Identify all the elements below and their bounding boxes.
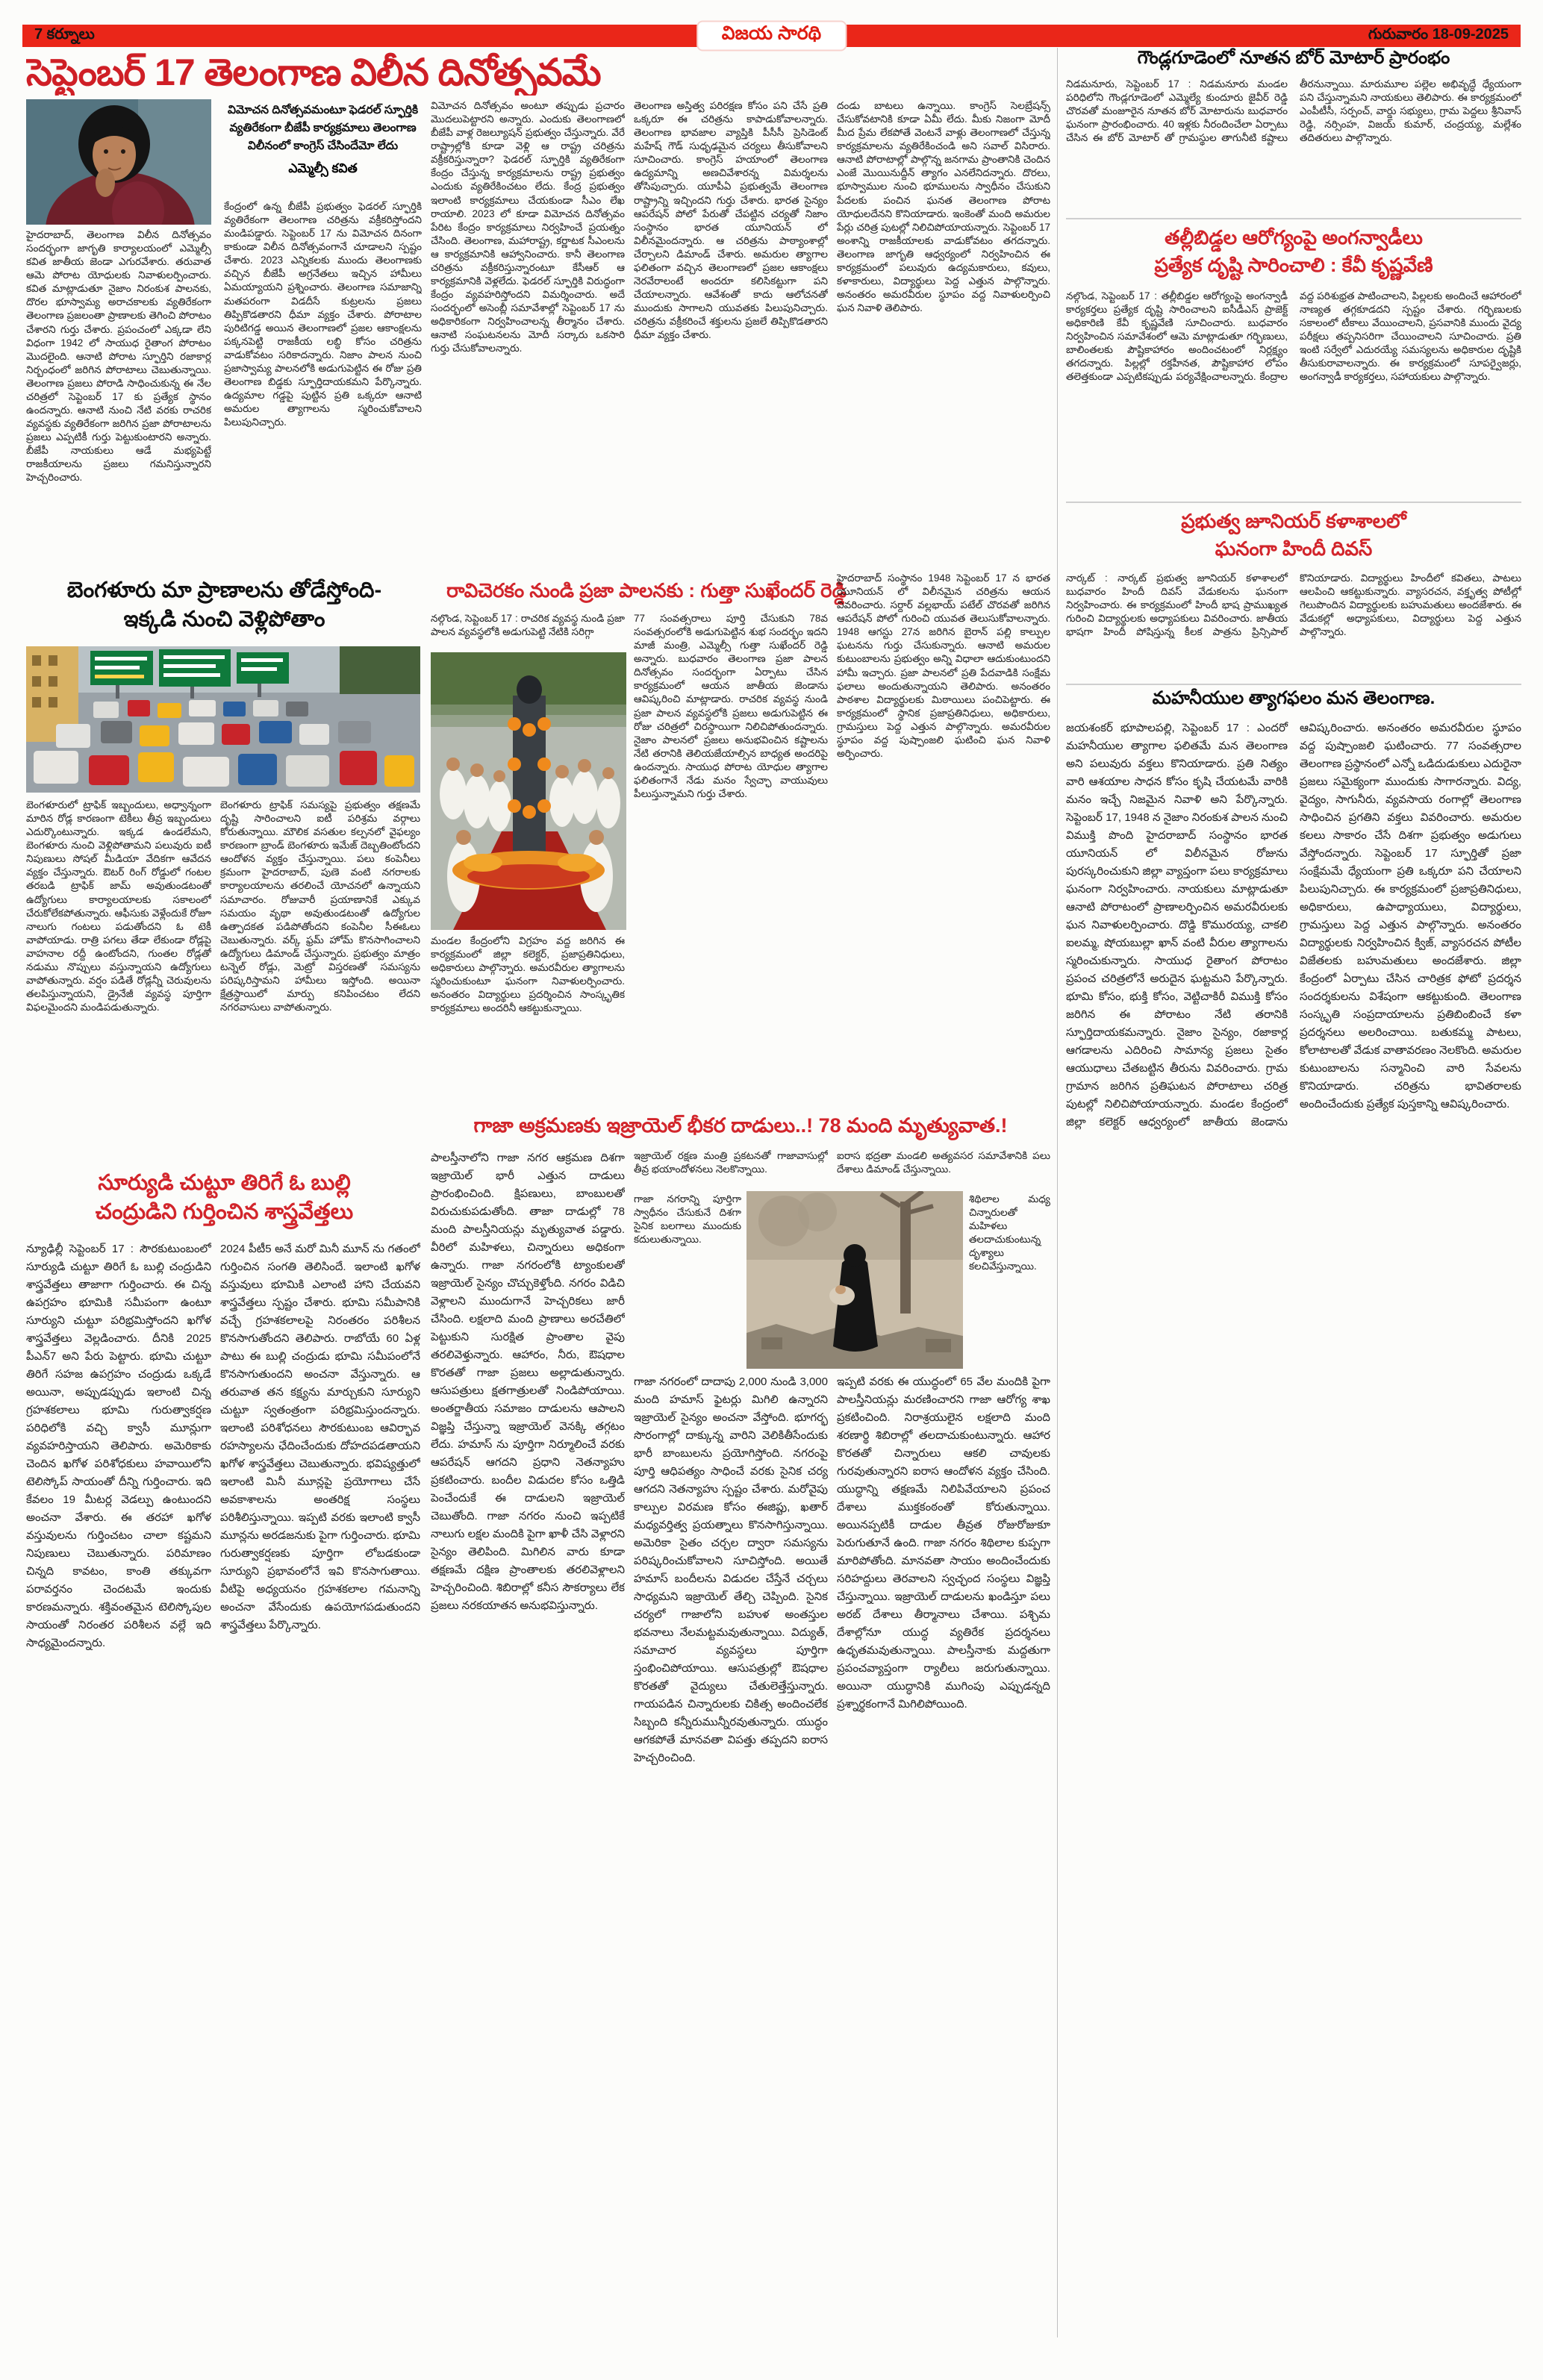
page-edition: 7 కర్నూలు	[34, 25, 95, 43]
main-byline: ఎమ్మెల్సీ కవిత	[288, 161, 358, 176]
mahaniya-headline: మహనీయుల త్యాగఫలం మన తెలంగాణ.	[1152, 688, 1436, 708]
hindi-divas-headline	[1066, 507, 1521, 569]
main-article-col2: కేంద్రంలో ఉన్న బీజేపీ ప్రభుత్వం ఫెడరల్ స్ఫూర్తికి వ్యతిరేకంగా తెలంగాణ చరిత్రను వక్రీకరిస్తోందని మండిపడ్డారు. సెప్టెంబర్ 17 ను విమోచన దినంగా కాకుండా విలీన దినోత్సవంగానే చూడాలని స్పష్టం చేశారు. 2023 ఎన్నికలకు ముందు తెలంగాణకు వచ్చిన బీజేపీ అగ్రనేతలు ఇచ్చిన హామీలు ఏమయ్యాయని ప్రశ్నించారు. తెలంగాణ సమాజాన్ని మతపరంగా విడదీసే కుట్రలను ప్రజలు తిప్పికొడతారని ధీమా వ్యక్తం చేశారు. పోరాటాల పురిటిగడ్డ అయిన తెలంగాణలో ప్రజల ఆకాంక్షలను పక్కనపెట్టి రాజకీయ లబ్ధి కోసం చరిత్రను వాడుకోవటం సరికాదన్నారు. నిజాం పాలన నుంచి ప్రజాస్వామ్య పాలనలోకి అడుగుపెట్టిన ఈ రోజు ప్రతి తెలంగాణ బిడ్డకు స్ఫూర్తిదాయకమని పేర్కొన్నారు. ఉద్యమాల గడ్డపై పుట్టిన ప్రతి ఒక్కరూ ఆనాటి అమరుల త్యాగాలను స్మరించుకోవాలని పిలుపునిచ్చారు.	[224, 201, 422, 428]
gaza-colC-bottom: ఇప్పటి వరకు ఈ యుద్ధంలో 65 వేల మందికి పైగా పాలస్తీనియన్లు మరణించారని గాజా ఆరోగ్య శాఖ ప్రకటించింది. నిరాశ్రయులైన లక్షలాది మంది శరణార్థి శిబిరాల్లో తలదాచుకుంటున్నారు. ఆహార కొరతతో చిన్నారులు ఆకలి చావులకు గురవుతున్నారని ఐరాస ఆందోళన వ్యక్తం చేసింది. యుద్ధాన్ని తక్షణమే నిలిపివేయాలని ప్రపంచ దేశాలు ముక్తకంఠంతో కోరుతున్నాయి. అయినప్పటికీ దాడుల తీవ్రత రోజురోజుకూ పెరుగుతూనే ఉంది. గాజా నగరం శిథిలాల కుప్పగా మారిపోతోంది. మానవతా సాయం అందించేందుకు సరిహద్దులు తెరవాలని స్వచ్ఛంద సంస్థలు విజ్ఞప్తి చేస్తున్నాయి. ఇజ్రాయెల్ దాడులను ఖండిస్తూ పలు అరబ్ దేశాలు తీర్మానాలు చేశాయి. పశ్చిమ దేశాల్లోనూ యుద్ధ వ్యతిరేక ప్రదర్శనలు ఉధృతమవుతున్నాయి. పాలస్తీనాకు మద్దతుగా ప్రపంచవ్యాప్తంగా ర్యాలీలు జరుగుతున్నాయి. అయినా యుద్ధానికి ముగింపు ఎప్పుడన్నది ప్రశ్నార్థకంగానే మిగిలిపోయింది.	[837, 1375, 1050, 1711]
main-deck-text: విమోచన దినోత్సవమంటూ ఫెడరల్ స్ఫూర్తికి వ్యతిరేకంగా బీజేపీ కార్యక్రమాలు తెలంగాణ విలీనంలో కాంగ్రెస్ చేసిందేమో లేదు	[227, 104, 419, 153]
bengaluru-headline-line1: బెంగళూరు మా ప్రాణాలను తోడేస్తోంది-	[66, 578, 382, 602]
kavitha-photo	[26, 99, 211, 225]
surya-headline	[28, 1169, 420, 1236]
gaza-photo	[746, 1191, 963, 1369]
section-divider	[1066, 684, 1521, 685]
surya-col1: న్యూఢిల్లీ సెప్టెంబర్ 17 : సౌరకుటుంబంలో సూర్యుడి చుట్టూ తిరిగే ఓ బుల్లి చంద్రుడిని శాస్త్రవేత్తలు తాజాగా గుర్తించారు. ఈ చిన్న ఉపగ్రహం భూమికి సమీపంగా ఉంటూ సూర్యుని చుట్టూ పరిభ్రమిస్తోందని ఖగోళ శాస్త్రవేత్తలు వెల్లడించారు. దీనికి 2025 పీఎన్7 అని పేరు పెట్టారు. భూమి చుట్టూ తిరిగే సహజ ఉపగ్రహం చంద్రుడు ఒక్కడే అయినా, అప్పుడప్పుడు ఇలాంటి చిన్న గ్రహశకలాలు భూమి గురుత్వాకర్షణ పరిధిలోకి వచ్చి క్వాసీ మూన్లుగా వ్యవహరిస్తాయని తెలిపారు. అమెరికాకు చెందిన ఖగోళ పరిశోధకులు హవాయిలోని టెలిస్కోప్ సాయంతో దీన్ని గుర్తించారు. ఇది కేవలం 19 మీటర్ల వెడల్పు ఉంటుందని అంచనా వేశారు. ఈ తరహా ఖగోళ వస్తువులను గుర్తించటం చాలా కష్టమని నిపుణులు చెబుతున్నారు. పరిమాణం చిన్నది కావటం, కాంతి తక్కువగా పరావర్తనం చెందటమే ఇందుకు కారణమన్నారు. శక్తివంతమైన టెలిస్కోపుల సాయంతో నిరంతర పరిశీలన వల్లే ఇది సాధ్యమైందన్నారు.	[26, 1243, 211, 1649]
bengaluru-traffic-photo	[26, 646, 420, 793]
hindi-divas-body: నార్కట్ : నార్కట్ ప్రభుత్వ జూనియర్ కళాశాలలో బుధవారం హిందీ దివస్ వేడుకలను ఘనంగా నిర్వహించారు. ఈ కార్యక్రమంలో హిందీ భాష ప్రాముఖ్యత గురించి విద్యార్థులకు అధ్యాపకులు వివరించారు. జాతీయ భాషగా హిందీ పోషిస్తున్న కీలక పాత్రను ప్రిన్సిపాల్ కొనియాడారు. విద్యార్థులు హిందీలో కవితలు, పాటలు ఆలపించి ఆకట్టుకున్నారు. వ్యాసరచన, వక్తృత్వ పోటీల్లో గెలుపొందిన విద్యార్థులకు బహుమతులు అందజేశారు. ఈ వేడుకల్లో అధ్యాపకులు, విద్యార్థులు పెద్ద ఎత్తున పాల్గొన్నారు.	[1066, 572, 1521, 638]
main-article-col1: హైదరాబాద్, తెలంగాణ విలీన దినోత్సవం సందర్భంగా జాగృతి కార్యాలయంలో ఎమ్మెల్సీ కవిత జాతీయ జెండా ఎగురవేశారు. తరువాత ఆమె పోరాట యోధులకు నివాళులర్పించారు. కవిత మాట్లాడుతూ నైజాం నిరంకుశ పాలనకు, దొరల భూస్వామ్య అరాచకాలకు వ్యతిరేకంగా తెలంగాణ ప్రజలంతా ప్రాణాలకు తెగించి పోరాటం చేశారని గుర్తు చేశారు. ప్రపంచంలో ఎక్కడా లేని విధంగా 1942 లో సాయుధ రైతాంగ పోరాటం మొదలైంది. ఆనాటి పోరాట స్ఫూర్తిని రజాకార్ల నిర్బంధంలో జరిగిన పోరాటాలు చెబుతున్నాయి. తెలంగాణ ప్రజలు పోరాడి సాధించుకున్న ఈ నేల చరిత్రలో సెప్టెంబర్ 17 కు ప్రత్యేక స్థానం ఉందన్నారు. ఆనాటి నుంచి నేటి వరకు రాచరిక వ్యవస్థకు వ్యతిరేకంగా జరిగిన ప్రజా పోరాటాలను ప్రజలు ఎప్పటికీ గుర్తు పెట్టుకుంటారని అన్నారు. బీజేపీ నాయకులు ఆడే మభ్యపెట్టే రాజకీయాలను ప్రజలు గమనిస్తున్నారని హెచ్చరించారు.	[26, 229, 211, 484]
bengaluru-col2: బెంగళూరు ట్రాఫిక్ సమస్యపై ప్రభుత్వం తక్షణమే దృష్టి సారించాలని ఐటీ పరిశ్రమ వర్గాలు కోరుతున్నాయి. మౌలిక వసతుల కల్పనలో వైఫల్యం కారణంగా బ్రాండ్ బెంగళూరు ఇమేజ్ దెబ్బతింటోందని ఆందోళన వ్యక్తం చేస్తున్నాయి. పలు కంపెనీలు క్రమంగా హైదరాబాద్, పుణె వంటి నగరాలకు కార్యాలయాలను తరలించే యోచనలో ఉన్నాయని సమాచారం. రోజువారీ ప్రయాణానికే ఎక్కువ సమయం వృథా అవుతుండటంతో ఉద్యోగుల ఉత్పాదకత పడిపోతోందని కంపెనీల సీఈఓలు చెబుతున్నారు. వర్క్ ఫ్రమ్ హోమ్ కొనసాగించాలని ఉద్యోగులు డిమాండ్ చేస్తున్నారు. ప్రభుత్వం మాత్రం టన్నెల్ రోడ్లు, మెట్రో విస్తరణతో సమస్యను పరిష్కరిస్తామని హామీలు ఇస్తోంది. అయినా క్షేత్రస్థాయిలో మార్పు కనిపించటం లేదని నగరవాసులు వాపోతున్నారు.	[220, 799, 420, 1013]
main-article-col3: విమోచన దినోత్సవం అంటూ తప్పుడు ప్రచారం మొదలుపెట్టారని అన్నారు. ఎందుకు తెలంగాణలో బీజేపీ వాళ్ల రెజల్యూషన్ ప్రభుత్వం చేస్తున్నారు. వేరే రాష్ట్రాల్లోకి కూడా వెళ్లి ఆ రాష్ట్ర చరిత్రను వక్రీకరిస్తున్నారా? ఫెడరల్ స్ఫూర్తికి వ్యతిరేకంగా కేంద్రం చేస్తున్న కార్యక్రమాలను రాష్ట్ర ప్రభుత్వం ఎందుకు వ్యతిరేకించటం లేదు. కేంద్ర ప్రభుత్వం ఇలాంటి కార్యక్రమాలు చేయకుండా సీఎం లేఖ రాయాలి. 2023 లో కూడా విమోచన దినోత్సవం పేరిట కేంద్రం కార్యక్రమాలు నిర్వహించే ప్రయత్నం చేసింది. తెలంగాణ, మహారాష్ట్ర, కర్ణాటక సీఎంలను ఆ కార్యక్రమానికి ఆహ్వానించారు. కానీ తెలంగాణ చరిత్రను వక్రీకరిస్తున్నారంటూ కేసీఆర్ ఆ కార్యక్రమానికి వెళ్లలేదు. ఫెడరల్ స్ఫూర్తికి విరుద్ధంగా కేంద్రం వ్యవహరిస్తోందని విమర్శించారు. అదే సందర్భంలో అసెంబ్లీ సమావేశాల్లో సెప్టెంబర్ 17 ను అధికారికంగా నిర్వహించాలన్న తీర్మానం చేశారు. ఆనాటి సంఘటనలను మోదీ సర్కారు ఒకసారి గుర్తు చేసుకోవాలన్నారు.	[431, 100, 625, 354]
gaza-colB-side: గాజా నగరాన్ని పూర్తిగా స్వాధీనం చేసుకునే దిశగా సైనిక బలగాలు ముందుకు కదులుతున్నాయి.	[634, 1193, 741, 1246]
ravicherakam-colA-top: నల్గొండ, సెప్టెంబర్ 17 : రాచరిక వ్యవస్థ నుండి ప్రజా పాలన వ్యవస్థలోకి అడుగుపెట్టి నేటికి సరిగ్గా	[431, 613, 625, 638]
main-article-col5: దండు బాటలు ఉన్నాయి. కాంగ్రెస్ సెలబ్రేషన్స్ చేసుకోవటానికి కూడా ఏమీ లేదు. మీకు నిజంగా మోదీ మీద ప్రేమ లేకపోతే వెంటనే వాళ్లు తెలంగాణలో చేస్తున్న కార్యక్రమాలను వ్యతిరేకించండి అని సవాల్ విసిరారు. ఆనాటి పోరాటాల్లో పాల్గొన్న జనగామ ప్రాంతానికి చెందిన ఎంజే మొయినుద్దీన్ త్యాగం ఎనలేనిదన్నారు. దొరలు, భూస్వాముల నుంచి భూములను స్వాధీనం చేసుకుని పేదలకు పంచిన ఘనత తెలంగాణ పోరాట యోధులదేనని కొనియాడారు. ఇంకెంతో మంది అమరుల పేర్లు చరిత్ర పుటల్లో నిలిచిపోయాయన్నారు. సెప్టెంబర్ 17 అంశాన్ని రాజకీయాలకు వాడుకోవటం తగదన్నారు. తెలంగాణ జాగృతి ఆధ్వర్యంలో నిర్వహించిన ఈ కార్యక్రమంలో పలువురు ఉద్యమకారులు, కవులు, కళాకారులు, విద్యార్థులు పెద్ద ఎత్తున పాల్గొన్నారు. అనంతరం అమరవీరుల స్థూపం వద్ద నివాళులర్పించి ఘన నివాళి తెలిపారు.	[837, 100, 1050, 314]
masthead	[696, 21, 847, 51]
hindi-divas-headline-line2: ఘనంగా హిందీ దివస్	[1215, 537, 1373, 560]
ravicherakam-colA-bottom: మండల కేంద్రంలోని విగ్రహం వద్ద జరిగిన ఈ కార్యక్రమంలో జిల్లా కలెక్టర్, ప్రజాప్రతినిధులు, అధికారులు పాల్గొన్నారు. అమరవీరుల త్యాగాలను స్మరించుకుంటూ ఘనంగా నివాళులర్పించారు. అనంతరం విద్యార్థులు ప్రదర్శించిన సాంస్కృతిక కార్యక్రమాలు అందరినీ ఆకట్టుకున్నాయి.	[431, 935, 625, 1014]
ravicherakam-colB: 77 సంవత్సరాలు పూర్తి చేసుకుని 78వ సంవత్సరంలోకి అడుగుపెట్టిన శుభ సందర్భం ఇదని మాజీ మంత్రి, ఎమ్మెల్సీ గుత్తా సుఖేందర్ రెడ్డి అన్నారు. బుధవారం తెలంగాణ ప్రజా పాలన దినోత్సవం సందర్భంగా ఏర్పాటు చేసిన కార్యక్రమంలో ఆయన జాతీయ జెండాను ఆవిష్కరించి మాట్లాడారు. రాచరిక వ్యవస్థ నుండి ప్రజా పాలన వ్యవస్థలోకి ప్రజలు అడుగుపెట్టిన ఈ రోజు చరిత్రలో చిరస్థాయిగా నిలిచిపోతుందన్నారు. నైజాం పాలనలో ప్రజలు అనుభవించిన కష్టాలను నేటి తరానికి తెలియజేయాల్సిన బాధ్యత అందరిపై ఉందన్నారు. సాయుధ పోరాట యోధుల త్యాగాల ఫలితంగానే నేడు మనం స్వేచ్ఛా వాయువులు పీలుస్తున్నామని గుర్తు చేశారు.	[634, 613, 828, 800]
ravicherakam-headline: రావిచెరకం నుండి ప్రజా పాలనకు : గుత్తా సుఖేందర్ రెడ్డి	[446, 579, 847, 602]
statue-ceremony-photo	[431, 652, 626, 930]
masthead-title: విజయ సారథి	[721, 22, 822, 44]
anganwadi-headline-line1: తల్లీబిడ్డల ఆరోగ్యంపై అంగన్వాడీలు	[1165, 226, 1423, 249]
gowndlagudem-headline: గౌండ్లగూడెంలో నూతన బోర్ మోటార్ ప్రారంభం	[1137, 48, 1450, 68]
anganwadi-headline	[1066, 224, 1521, 285]
bengaluru-col1: బెంగళూరులో ట్రాఫిక్ ఇబ్బందులు, అధ్వాన్నంగా మారిన రోడ్ల కారణంగా టెకీలు తీవ్ర ఇబ్బందులు ఎదుర్కొంటున్నారు. ఇక్కడ ఉండలేమని, బెంగళూరు నుంచి వెళ్లిపోతామని పలువురు ఐటీ నిపుణులు సోషల్ మీడియా వేదికగా ఆవేదన వ్యక్తం చేస్తున్నారు. ఔటర్ రింగ్ రోడ్డులో గంటల తరబడి ట్రాఫిక్ జామ్ అవుతుండటంతో ఉద్యోగులు కార్యాలయాలకు సకాలంలో చేరుకోలేకపోతున్నారు. ఆఫీసుకు వెళ్లేందుకే రోజూ నాలుగు గంటలు పడుతోందని ఓ టెకీ వాపోయాడు. రాత్రి పగలు తేడా లేకుండా రోడ్లపై వాహనాల రద్దీ ఉంటోందని, గుంతల రోడ్లతో నడుము నొప్పులు వస్తున్నాయని ఉద్యోగులు వాపోతున్నారు. వర్షం పడితే రోడ్లన్నీ చెరువులను తలపిస్తున్నాయని, డ్రైనేజీ వ్యవస్థ పూర్తిగా విఫలమైందని మండిపడుతున్నారు.	[26, 799, 211, 1013]
gaza-headline: గాజా అక్రమణకు ఇజ్రాయెల్ భీకర దాడులు..! 78 మంది మృత్యువాత.!	[473, 1114, 1008, 1137]
anganwadi-headline-line2: ప్రత్యేక దృష్టి సారించాలి : కేవీ కృష్ణవేణి	[1154, 253, 1433, 276]
gaza-colB-top: ఇజ్రాయెల్ రక్షణ మంత్రి ప్రకటనతో గాజావాసుల్లో తీవ్ర భయాందోళనలు నెలకొన్నాయి.	[634, 1150, 828, 1175]
gaza-colB-bottom: గాజా నగరంలో దాదాపు 2,000 నుండి 3,000 మంది హమాస్ ఫైటర్లు మిగిలి ఉన్నారని ఇజ్రాయెల్ సైన్యం అంచనా వేస్తోంది. భూగర్భ సొరంగాల్లో దాక్కున్న వారిని వెలికితీసేందుకు భారీ బాంబులను ప్రయోగిస్తోంది. నగరంపై పూర్తి ఆధిపత్యం సాధించే వరకు సైనిక చర్య ఆగదని నెతన్యాహు స్పష్టం చేశారు. మరోవైపు కాల్పుల విరమణ కోసం ఈజిప్టు, ఖతార్ మధ్యవర్తిత్వ ప్రయత్నాలు కొనసాగిస్తున్నాయి. అమెరికా సైతం చర్చల ద్వారా సమస్యను పరిష్కరించుకోవాలని సూచిస్తోంది. అయితే హమాస్ బందీలను విడుదల చేస్తేనే చర్చలు సాధ్యమని ఇజ్రాయెల్ తేల్చి చెప్పింది. సైనిక చర్యలో గాజాలోని బహుళ అంతస్తుల భవనాలు నేలమట్టమవుతున్నాయి. విద్యుత్, సమాచార వ్యవస్థలు పూర్తిగా స్తంభించిపోయాయి. ఆసుపత్రుల్లో ఔషధాల కొరతతో వైద్యులు చేతులెత్తేస్తున్నారు. గాయపడిన చిన్నారులకు చికిత్స అందించలేక సిబ్బంది కన్నీరుమున్నీరవుతున్నారు. యుద్ధం ఆగకపోతే మానవతా విపత్తు తప్పదని ఐరాస హెచ్చరించింది.	[634, 1375, 828, 1764]
main-deck	[224, 101, 422, 191]
gaza-colC-top: ఐరాస భద్రతా మండలి అత్యవసర సమావేశానికి పలు దేశాలు డిమాండ్ చేస్తున్నాయి.	[837, 1150, 1050, 1175]
page-date: గురువారం 18-09-2025	[1368, 25, 1509, 43]
gowndlagudem-body: నిడమనూరు, సెప్టెంబర్ 17 : నిడమనూరు మండల పరిధిలోని గౌండ్లగూడెంలో ఎమ్మెల్యే కుందూరు జైవీర్ రెడ్డి చొరవతో మంజూరైన నూతన బోర్ మోటారును బుధవారం ఘనంగా ప్రారంభించారు. 40 ఇళ్లకు నీరందించేలా ఏర్పాటు చేసిన ఈ బోర్ మోటార్ తో గ్రామస్థుల తాగునీటి కష్టాలు తీరనున్నాయి. మారుమూల పల్లెల అభివృద్ధే ధ్యేయంగా పని చేస్తున్నామని నాయకులు తెలిపారు. ఈ కార్యక్రమంలో ఎంపీటీసీ, సర్పంచ్, వార్డు సభ్యులు, గ్రామ పెద్దలు శ్రీనివాస్ రెడ్డి, నర్సింహ, విజయ్ కుమార్, చంద్రయ్య, మల్లేశం తదితరులు పాల్గొన్నారు.	[1066, 78, 1521, 144]
main-article-col4: తెలంగాణ అస్తిత్వ పరిరక్షణ కోసం పని చేసే ప్రతి ఒక్కరూ ఈ చరిత్రను కాపాడుకోవాలన్నారు. తెలంగాణ భావజాల వ్యాప్తికి పీసీసీ ప్రెసిడెంట్ మహేష్ గౌడ్ సుధృఢమైన చర్యలు తీసుకోవాలని సూచించారు. కాంగ్రెస్ హయాంలో తెలంగాణ ఉద్యమాన్ని అణచివేశారన్న విమర్శలను తోసిపుచ్చారు. యూపీఏ ప్రభుత్వమే తెలంగాణ రాష్ట్రాన్ని ఇచ్చిందని గుర్తు చేశారు. భారత సైన్యం ఆపరేషన్ పోలో పేరుతో చేపట్టిన చర్యతో నిజాం సంస్థానం భారత యూనియన్ లో విలీనమైందన్నారు. ఆ చరిత్రను పాఠ్యాంశాల్లో చేర్చాలని డిమాండ్ చేశారు. అమరుల త్యాగాల ఫలితంగా వచ్చిన తెలంగాణలో ప్రజల ఆకాంక్షలు నెరవేరాలంటే అందరూ కలిసికట్టుగా పని చేయాలన్నారు. ఆవేశంతో కాదు ఆలోచనతో ముందుకు సాగాలని యువతకు పిలుపునిచ్చారు. చరిత్రను వక్రీకరించే శక్తులను ప్రజలే తిప్పికొడతారని ధీమా వ్యక్తం చేశారు.	[634, 100, 828, 341]
ravicherakam-colC: హైదరాబాద్ సంస్థానం 1948 సెప్టెంబర్ 17 న భారత యూనియన్ లో విలీనమైన చరిత్రను ఆయన వివరించారు. సర్దార్ వల్లభాయ్ పటేల్ చొరవతో జరిగిన ఆపరేషన్ పోలో గురించి యువత తెలుసుకోవాలన్నారు. 1948 ఆగస్టు 27న జరిగిన బైరాన్ పల్లి కాల్పుల ఘటనను గుర్తు చేసుకున్నారు. ఆనాటి అమరుల కుటుంబాలను ప్రభుత్వం అన్ని విధాలా ఆదుకుంటుందని హామీ ఇచ్చారు. ప్రజా పాలనలో ప్రతి పేదవాడికి సంక్షేమ ఫలాలు అందుతున్నాయని తెలిపారు. అనంతరం పాఠశాల విద్యార్థులకు మిఠాయిలు పంచిపెట్టారు. ఈ కార్యక్రమంలో స్థానిక ప్రజాప్రతినిధులు, అధికారులు, గ్రామస్తులు పెద్ద ఎత్తున పాల్గొన్నారు. అమరవీరుల స్థూపం వద్ద పుష్పాంజలి ఘటించి ఘన నివాళి అర్పించారు.	[837, 572, 1050, 760]
section-divider	[1066, 218, 1521, 219]
bengaluru-headline-line2: ఇక్కడి నుంచి వెళ్లిపోతాం	[123, 608, 325, 632]
top-bar	[22, 22, 1521, 47]
hindi-divas-headline-line1: ప్రభుత్వ జూనియర్ కళాశాలలో	[1181, 510, 1406, 532]
surya-headline-line2: చంద్రుడిని గుర్తించిన శాస్త్రవేత్తలు	[95, 1200, 354, 1225]
surya-col2: 2024 పీటీ5 అనే మరో మినీ మూన్ ను గతంలో గుర్తించిన సంగతి తెలిసిందే. ఇలాంటి ఖగోళ వస్తువులు భూమికి ఎలాంటి హాని చేయవని శాస్త్రవేత్తలు స్పష్టం చేశారు. భూమి సమీపానికి వచ్చే గ్రహశకలాలపై నిరంతరం పరిశీలన కొనసాగుతోందని తెలిపారు. రాబోయే 60 ఏళ్ల పాటు ఈ బుల్లి చంద్రుడు భూమి సమీపంలోనే కొనసాగుతుందని అంచనా వేస్తున్నారు. ఆ తరువాత తన కక్ష్యను మార్చుకుని సూర్యుని చుట్టూ స్వతంత్రంగా పరిభ్రమిస్తుందన్నారు. ఇలాంటి పరిశోధనలు సౌరకుటుంబ ఆవిర్భావ రహస్యాలను ఛేదించేందుకు దోహదపడతాయని ఖగోళ శాస్త్రవేత్తలు చెబుతున్నారు. భవిష్యత్తులో ఇలాంటి మినీ మూన్లపై ప్రయోగాలు చేసే అవకాశాలను అంతరిక్ష సంస్థలు పరిశీలిస్తున్నాయి. ఇప్పటి వరకు ఇలాంటి క్వాసీ మూన్లను అరడజనుకు పైగా గుర్తించారు. భూమి గురుత్వాకర్షణకు పూర్తిగా లోబడకుండా సూర్యుని ప్రభావంలోనే ఇవి కొనసాగుతాయి. వీటిపై అధ్యయనం గ్రహశకలాల గమనాన్ని అంచనా వేసేందుకు ఉపయోగపడుతుందని శాస్త్రవేత్తలు పేర్కొన్నారు.	[220, 1243, 420, 1631]
gaza-colC-side: శిథిలాల మధ్య చిన్నారులతో మహిళలు తలదాచుకుంటున్న దృశ్యాలు కలచివేస్తున్నాయి.	[969, 1193, 1050, 1272]
mahaniya-body: జయశంకర్ భూపాలపల్లి, సెప్టెంబర్ 17 : ఎందరో మహనీయుల త్యాగాల ఫలితమే మన తెలంగాణ అని పలువురు వక్తలు కొనియాడారు. ప్రతి నిత్యం వారి ఆశయాల సాధన కోసం కృషి చేయటమే వారికి మనం ఇచ్చే నిజమైన నివాళి అని పేర్కొన్నారు. సెప్టెంబర్ 17, 1948 న నైజాం నిరంకుశ పాలన నుంచి విముక్తి పొంది హైదరాబాద్ సంస్థానం భారత యూనియన్ లో విలీనమైన రోజును పురస్కరించుకుని జిల్లా వ్యాప్తంగా పలు కార్యక్రమాలు ఘనంగా నిర్వహించారు. నాయకులు మాట్లాడుతూ ఆనాటి పోరాటంలో ప్రాణాలర్పించిన అమరవీరులకు ఘన నివాళులర్పించారు. దొడ్డి కొమురయ్య, చాకలి ఐలమ్మ, షోయబుల్లా ఖాన్ వంటి వీరుల త్యాగాలను స్మరించుకున్నారు. సాయుధ రైతాంగ పోరాటం ప్రపంచ చరిత్రలోనే అరుదైన ఘట్టమని పేర్కొన్నారు. భూమి కోసం, భుక్తి కోసం, వెట్టిచాకిరీ విముక్తి కోసం జరిగిన ఈ పోరాటం నేటి తరానికి స్ఫూర్తిదాయకమన్నారు. నైజాం సైన్యం, రజాకార్ల ఆగడాలను ఎదిరించి సామాన్య ప్రజలు సైతం ఆయుధాలు చేతబట్టిన తీరును వివరించారు. గ్రామ గ్రామాన జరిగిన ప్రతిఘటన పోరాటాలు చరిత్ర పుటల్లో నిలిచిపోయాయన్నారు. మండల కేంద్రంలో జిల్లా కలెక్టర్ ఆధ్వర్యంలో జాతీయ జెండాను ఆవిష్కరించారు. అనంతరం అమరవీరుల స్థూపం వద్ద పుష్పాంజలి ఘటించారు. 77 సంవత్సరాల తెలంగాణ ప్రస్థానంలో ఎన్నో ఒడిదుడుకులు ఎదురైనా ప్రజలు సమైక్యంగా ముందుకు సాగారన్నారు. విద్య, వైద్యం, సాగునీరు, వ్యవసాయ రంగాల్లో తెలంగాణ సాధించిన ప్రగతిని వక్తలు వివరించారు. అమరుల కలలు సాకారం చేసే దిశగా ప్రభుత్వం అడుగులు వేస్తోందన్నారు. సెప్టెంబర్ 17 స్ఫూర్తితో ప్రజా సంక్షేమమే ధ్యేయంగా ప్రతి ఒక్కరూ పని చేయాలని పిలుపునిచ్చారు. ఈ కార్యక్రమంలో ప్రజాప్రతినిధులు, అధికారులు, ఉపాధ్యాయులు, విద్యార్థులు, గ్రామస్తులు పెద్ద ఎత్తున పాల్గొన్నారు. అనంతరం విద్యార్థులకు నిర్వహించిన క్విజ్, వ్యాసరచన పోటీల విజేతలకు బహుమతులు అందజేశారు. జిల్లా కేంద్రంలో ఏర్పాటు చేసిన చారిత్రక ఫోటో ప్రదర్శన సందర్శకులను విశేషంగా ఆకట్టుకుంది. తెలంగాణ సంస్కృతి సంప్రదాయాలను ప్రతిబింబించే కళా ప్రదర్శనలు అలరించాయి. బతుకమ్మ పాటలు, కోలాటాలతో వేడుక వాతావరణం నెలకొంది. అమరుల కుటుంబాలను సన్మానించి వారి సేవలను కొనియాడారు. చరిత్రను భావితరాలకు అందించేందుకు ప్రత్యేక పుస్తకాన్ని ఆవిష్కరించారు.	[1066, 722, 1521, 1128]
anganwadi-body: నల్గొండ, సెప్టెంబర్ 17 : తల్లీబిడ్డల ఆరోగ్యంపై అంగన్వాడీ కార్యకర్తలు ప్రత్యేక దృష్టి సారించాలని ఐసీడీఎస్ ప్రాజెక్ట్ అధికారిణి కేవీ కృష్ణవేణి సూచించారు. బుధవారం నిర్వహించిన సమావేశంలో ఆమె మాట్లాడుతూ గర్భిణులు, బాలింతలకు పౌష్టికాహారం అందించటంలో నిర్లక్ష్యం తగదన్నారు. పిల్లల్లో రక్తహీనత, పౌష్టికాహార లోపం తలెత్తకుండా ఎప్పటికప్పుడు పర్యవేక్షించాలన్నారు. కేంద్రాల వద్ద పరిశుభ్రత పాటించాలని, పిల్లలకు అందించే ఆహారంలో నాణ్యత తగ్గకూడదని స్పష్టం చేశారు. గర్భిణులకు సకాలంలో టీకాలు వేయించాలని, ప్రసవానికి ముందు వైద్య పరీక్షలు తప్పనిసరిగా చేయించాలని సూచించారు. ప్రతి ఇంటి సర్వేలో ఎదురయ్యే సమస్యలను అధికారుల దృష్టికి తీసుకురావాలన్నారు. ఈ కార్యక్రమంలో సూపర్వైజర్లు, అంగన్వాడీ కార్యకర్తలు, సహాయకులు పాల్గొన్నారు.	[1066, 290, 1521, 383]
sidebar-divider	[1057, 48, 1058, 2337]
main-headline: సెప్టెంబర్ 17 తెలంగాణ విలీన దినోత్సవమే	[26, 51, 601, 93]
bengaluru-headline	[28, 576, 420, 643]
section-divider	[1066, 502, 1521, 503]
gaza-colA: పాలస్తీనాలోని గాజా నగర ఆక్రమణ దిశగా ఇజ్రాయెల్ భారీ ఎత్తున దాడులు ప్రారంభించింది. క్షిపణులు, బాంబులతో విరుచుకుపడుతోంది. తాజా దాడుల్లో 78 మంది పాలస్తీనియన్లు మృత్యువాత పడ్డారు. వీరిలో మహిళలు, చిన్నారులు అధికంగా ఉన్నారు. గాజా నగరంలోకి ట్యాంకులతో ఇజ్రాయెల్ సైన్యం చొచ్చుకెళ్తోంది. నగరం విడిచి వెళ్లాలని ముందుగానే హెచ్చరికలు జారీ చేసింది. లక్షలాది మంది ప్రాణాలు అరచేతిలో పెట్టుకుని సురక్షిత ప్రాంతాల వైపు తరలివెళ్తున్నారు. ఆహారం, నీరు, ఔషధాల కొరతతో గాజా ప్రజలు అల్లాడుతున్నారు. ఆసుపత్రులు క్షతగాత్రులతో నిండిపోయాయి. అంతర్జాతీయ సమాజం దాడులను ఆపాలని విజ్ఞప్తి చేస్తున్నా ఇజ్రాయెల్ వెనక్కి తగ్గటం లేదు. హమాస్ ను పూర్తిగా నిర్మూలించే వరకు ఆపరేషన్ ఆగదని ప్రధాని నెతన్యాహు ప్రకటించారు. బందీల విడుదల కోసం ఒత్తిడి పెంచేందుకే ఈ దాడులని ఇజ్రాయెల్ చెబుతోంది. గాజా నగరం నుంచి ఇప్పటికే నాలుగు లక్షల మందికి పైగా ఖాళీ చేసి వెళ్లారని సైన్యం తెలిపింది. మిగిలిన వారు కూడా తక్షణమే దక్షిణ ప్రాంతాలకు తరలివెళ్లాలని హెచ్చరించింది. శిబిరాల్లో కనీస సౌకర్యాలు లేక ప్రజలు నరకయాతన అనుభవిస్తున్నారు.	[431, 1152, 625, 1612]
surya-headline-line1: సూర్యుడి చుట్టూ తిరిగే ఓ బుల్లి	[98, 1171, 351, 1195]
